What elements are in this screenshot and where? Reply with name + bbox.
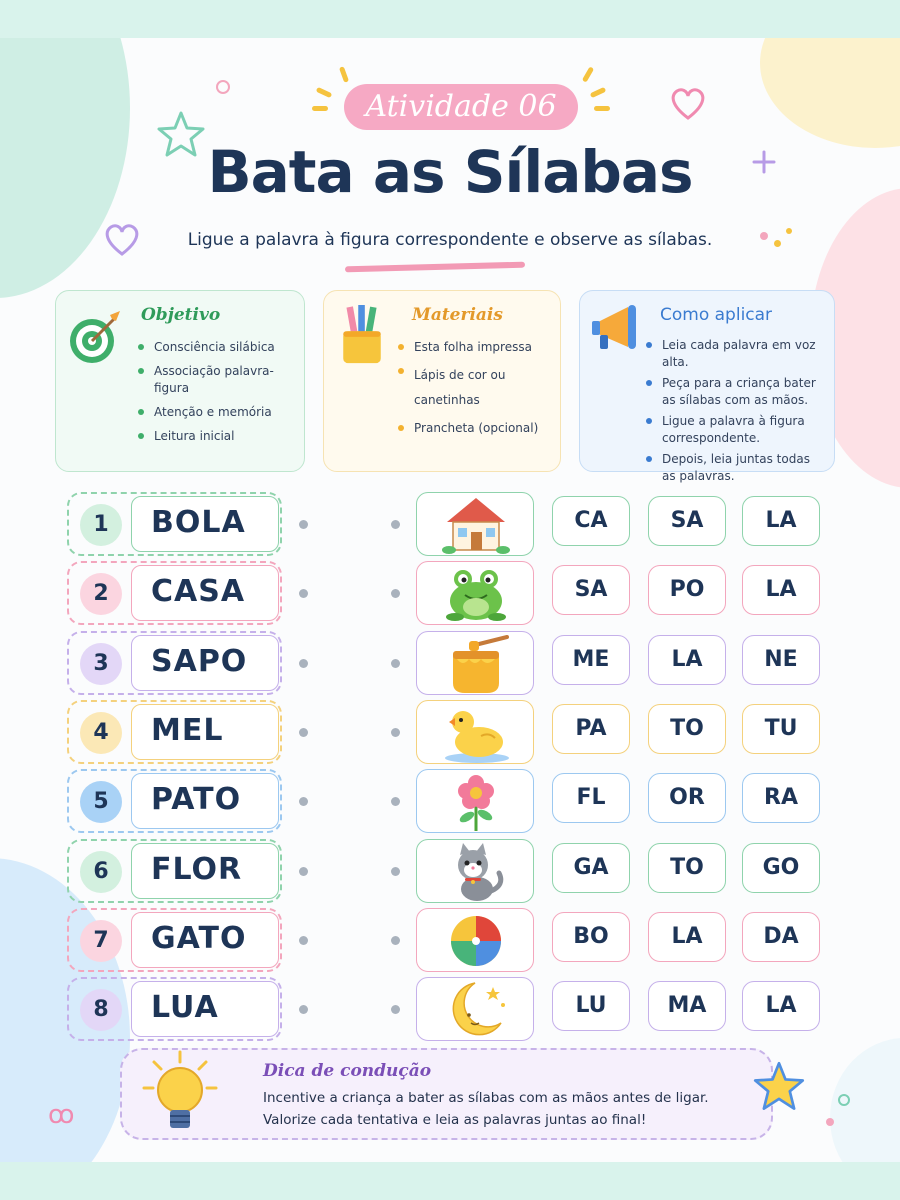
word-label: PATO <box>151 782 242 817</box>
objective-card <box>55 290 305 472</box>
materials-card <box>323 290 561 472</box>
sparkle-ray <box>594 106 610 111</box>
match-row <box>0 839 900 903</box>
picture-card <box>416 631 534 695</box>
megaphone-icon <box>588 301 644 361</box>
picture-card <box>416 839 534 903</box>
word-label: SAPO <box>151 644 248 679</box>
match-row <box>0 908 900 972</box>
row-number: 1 <box>80 504 122 546</box>
syllable-box: TU <box>742 704 820 754</box>
picture-card <box>416 769 534 833</box>
row-number: 2 <box>80 573 122 615</box>
syllable-box: OR <box>648 773 726 823</box>
syllable-box: RA <box>742 773 820 823</box>
word-label: LUA <box>151 990 219 1025</box>
picture-card <box>416 561 534 625</box>
match-row <box>0 561 900 625</box>
list-item: Lápis de cor ou canetinhas <box>396 363 546 413</box>
tip-line-2: Valorize cada tentativa e leia as palavras juntas ao final! <box>263 1112 647 1128</box>
picture-card <box>416 700 534 764</box>
syllable-box: CA <box>552 496 630 546</box>
heart-outline-icon <box>668 86 708 122</box>
picture-connect-dot[interactable] <box>391 1005 400 1014</box>
word-connect-dot[interactable] <box>299 589 308 598</box>
word-connect-dot[interactable] <box>299 659 308 668</box>
activity-badge: Atividade 06 <box>344 84 578 130</box>
sparkle-ray <box>590 87 607 98</box>
picture-card <box>416 908 534 972</box>
picture-connect-dot[interactable] <box>391 659 400 668</box>
dot-doodle <box>826 1118 834 1126</box>
syllable-box: LA <box>742 981 820 1031</box>
materials-list <box>396 339 546 444</box>
match-row <box>0 492 900 556</box>
picture-connect-dot[interactable] <box>391 867 400 876</box>
worksheet <box>0 38 900 1162</box>
list-item: Leitura inicial <box>136 428 296 445</box>
word-connect-dot[interactable] <box>299 936 308 945</box>
word-label: GATO <box>151 921 247 956</box>
light-bulb-icon <box>140 1048 220 1140</box>
syllable-box: LA <box>648 635 726 685</box>
syllable-box: LU <box>552 981 630 1031</box>
match-row <box>0 631 900 695</box>
word-connect-dot[interactable] <box>299 520 308 529</box>
syllable-box: DA <box>742 912 820 962</box>
syllable-box: MA <box>648 981 726 1031</box>
word-connect-dot[interactable] <box>299 797 308 806</box>
list-item: Leia cada palavra em voz alta. <box>644 337 826 371</box>
tip-line-1: Incentive a criança a bater as sílabas com as mãos antes de ligar. <box>263 1090 709 1106</box>
match-row <box>0 769 900 833</box>
sparkle-ray <box>339 66 349 83</box>
word-label: MEL <box>151 713 224 748</box>
syllable-box: NE <box>742 635 820 685</box>
list-item: Peça para a criança bater as sílabas com as mãos. <box>644 375 826 409</box>
word-connect-dot[interactable] <box>299 728 308 737</box>
sparkle-ray <box>312 106 328 111</box>
word-label: FLOR <box>151 852 243 887</box>
circle-doodle <box>838 1094 850 1106</box>
word-connect-dot[interactable] <box>299 1005 308 1014</box>
subtitle-underline <box>345 262 525 273</box>
word-connect-dot[interactable] <box>299 867 308 876</box>
syllable-box: SA <box>552 565 630 615</box>
how-to-card <box>579 290 835 483</box>
swirl-doodle: ꝏ <box>48 1100 75 1130</box>
sparkle-ray <box>582 66 594 82</box>
syllable-box: LA <box>742 496 820 546</box>
row-number: 7 <box>80 920 122 962</box>
page-title: Bata as Sílabas <box>207 138 693 206</box>
page-subtitle: Ligue a palavra à figura correspondente e observe as sílabas. <box>187 230 713 250</box>
picture-connect-dot[interactable] <box>391 589 400 598</box>
picture-connect-dot[interactable] <box>391 797 400 806</box>
how-to-title: Como aplicar <box>660 305 773 325</box>
picture-connect-dot[interactable] <box>391 728 400 737</box>
target-icon <box>66 307 122 367</box>
syllable-box: LA <box>742 565 820 615</box>
syllable-box: TO <box>648 843 726 893</box>
picture-connect-dot[interactable] <box>391 936 400 945</box>
decor-blob <box>760 38 900 148</box>
picture-connect-dot[interactable] <box>391 520 400 529</box>
list-item: Esta folha impressa <box>396 339 546 356</box>
syllable-box: PA <box>552 704 630 754</box>
tip-title: Dica de condução <box>263 1061 432 1081</box>
match-row <box>0 977 900 1041</box>
syllable-box: BO <box>552 912 630 962</box>
list-item: Associação palavra-figura <box>136 363 296 397</box>
word-label: BOLA <box>151 505 246 540</box>
circle-doodle <box>216 80 230 94</box>
picture-card <box>416 977 534 1041</box>
how-to-list <box>644 337 826 492</box>
row-number: 4 <box>80 712 122 754</box>
picture-card <box>416 492 534 556</box>
row-number: 6 <box>80 851 122 893</box>
sparkle-ray <box>316 87 333 98</box>
syllable-box: PO <box>648 565 726 615</box>
syllable-box: ME <box>552 635 630 685</box>
syllable-box: SA <box>648 496 726 546</box>
row-number: 8 <box>80 989 122 1031</box>
list-item: Ligue a palavra à figura correspondente. <box>644 413 826 447</box>
match-row <box>0 700 900 764</box>
pencil-cup-icon <box>334 305 390 365</box>
row-number: 3 <box>80 643 122 685</box>
list-item: Prancheta (opcional) <box>396 420 546 437</box>
star-icon <box>752 1060 806 1114</box>
objective-list <box>136 339 296 452</box>
list-item: Depois, leia juntas todas as palavras. <box>644 451 826 485</box>
word-label: CASA <box>151 574 246 609</box>
list-item: Consciência silábica <box>136 339 296 356</box>
syllable-box: TO <box>648 704 726 754</box>
syllable-box: GO <box>742 843 820 893</box>
syllable-box: LA <box>648 912 726 962</box>
row-number: 5 <box>80 781 122 823</box>
syllable-box: GA <box>552 843 630 893</box>
objective-title: Objetivo <box>141 305 221 325</box>
materials-title: Materiais <box>412 305 503 325</box>
syllable-box: FL <box>552 773 630 823</box>
list-item: Atenção e memória <box>136 404 296 421</box>
